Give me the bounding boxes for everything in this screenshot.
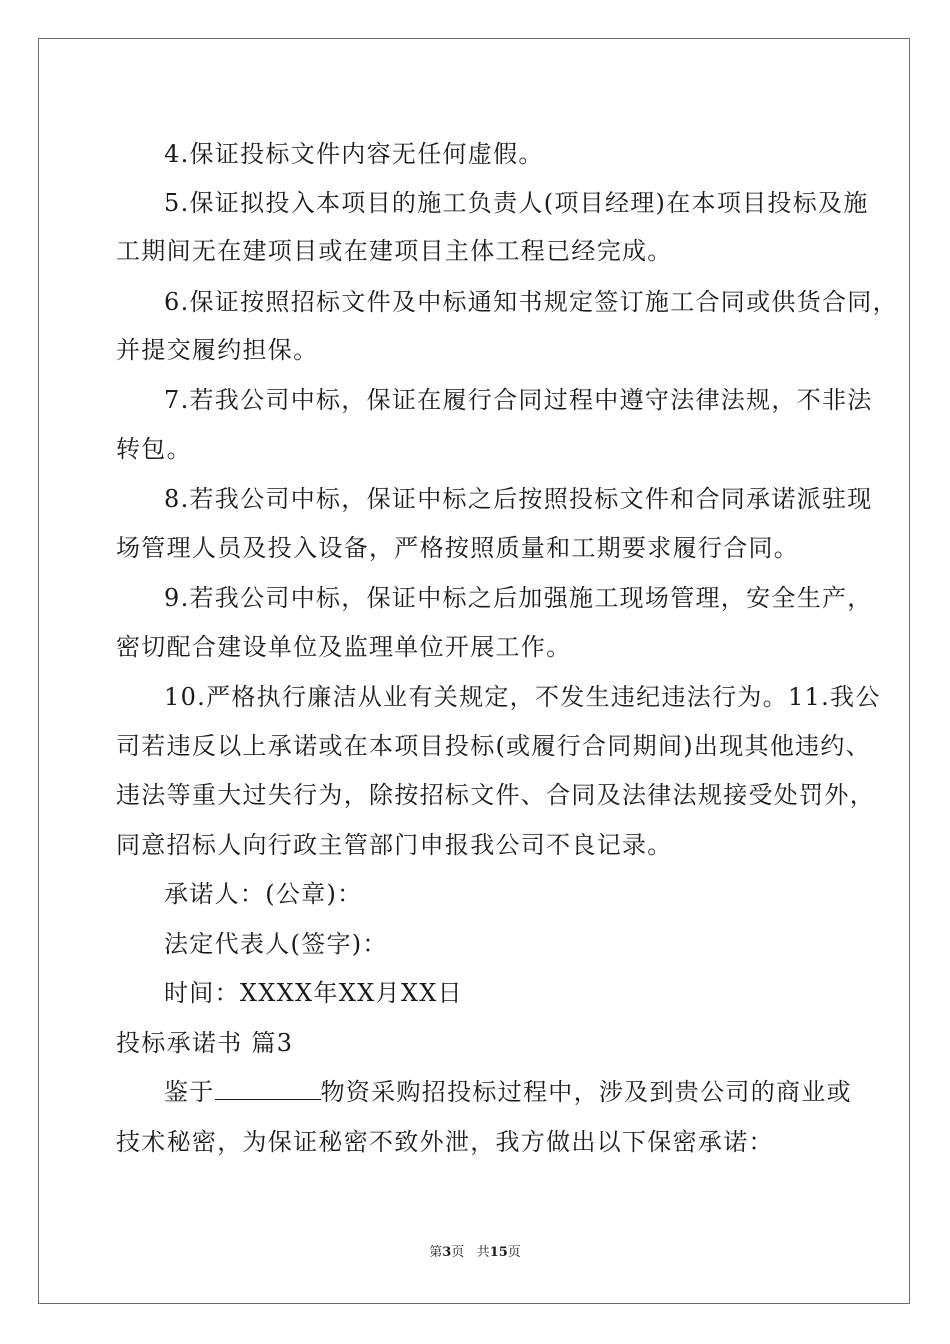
paragraph-9-line-2: 密切配合建设单位及监理单位开展工作。 xyxy=(116,633,572,661)
page-prefix: 第 xyxy=(429,1245,443,1260)
paragraph-intro-line-2: 技术秘密，为保证秘密不致外泄，我方做出以下保密承诺： xyxy=(116,1128,774,1156)
paragraph-6-line-1: 6.保证按照招标文件及中标通知书规定签订施工合同或供货合同， xyxy=(164,288,898,316)
page-footer xyxy=(0,1244,950,1262)
paragraph-4-line-1: 4.保证投标文件内容无任何虚假。 xyxy=(164,140,544,168)
total-prefix: 共 xyxy=(476,1245,490,1260)
promisor-seal-line: 承诺人：(公章)： xyxy=(164,880,363,908)
total-pages: 15 xyxy=(489,1245,508,1260)
paragraph-10-line-3: 违法等重大过失行为，除按招标文件、合同及法律法规接受处罚外， xyxy=(116,781,875,809)
page-suffix: 页 xyxy=(451,1245,465,1260)
paragraph-6-line-2: 并提交履约担保。 xyxy=(116,336,319,364)
paragraph-9-line-1: 9.若我公司中标，保证中标之后加强施工现场管理，安全生产， xyxy=(164,584,873,612)
paragraph-intro-line-1 xyxy=(164,1076,852,1108)
legal-representative-line: 法定代表人(签字)： xyxy=(164,930,388,958)
paragraph-8-line-2: 场管理人员及投入设备，严格按照质量和工期要求履行合同。 xyxy=(116,534,800,562)
total-suffix: 页 xyxy=(507,1245,521,1260)
paragraph-7-line-1: 7.若我公司中标，保证在履行合同过程中遵守法律法规，不非法 xyxy=(164,386,873,414)
paragraph-10-line-1: 10.严格执行廉洁从业有关规定，不发生违纪违法行为。11.我公 xyxy=(164,683,881,711)
paragraph-5-line-1: 5.保证拟投入本项目的施工负责人(项目经理)在本项目投标及施 xyxy=(164,189,869,217)
intro-prefix: 鉴于 xyxy=(164,1078,215,1106)
page-border xyxy=(38,38,910,1304)
paragraph-5-line-2: 工期间无在建项目或在建项目主体工程已经完成。 xyxy=(116,237,673,265)
fill-in-blank xyxy=(215,1077,321,1100)
paragraph-10-line-2: 司若违反以上承诺或在本项目投标(或履行合同期间)出现其他违约、 xyxy=(116,732,872,760)
section-heading: 投标承诺书 篇3 xyxy=(116,1029,294,1057)
paragraph-7-line-2: 转包。 xyxy=(116,435,192,463)
page-number: 3 xyxy=(442,1245,452,1260)
paragraph-8-line-1: 8.若我公司中标，保证中标之后按照投标文件和合同承诺派驻现 xyxy=(164,485,873,513)
intro-suffix: 物资采购招投标过程中，涉及到贵公司的商业或 xyxy=(320,1078,852,1106)
paragraph-10-line-4: 同意招标人向行政主管部门申报我公司不良记录。 xyxy=(116,831,673,859)
date-line: 时间：XXXX年XX月XX日 xyxy=(164,979,463,1007)
